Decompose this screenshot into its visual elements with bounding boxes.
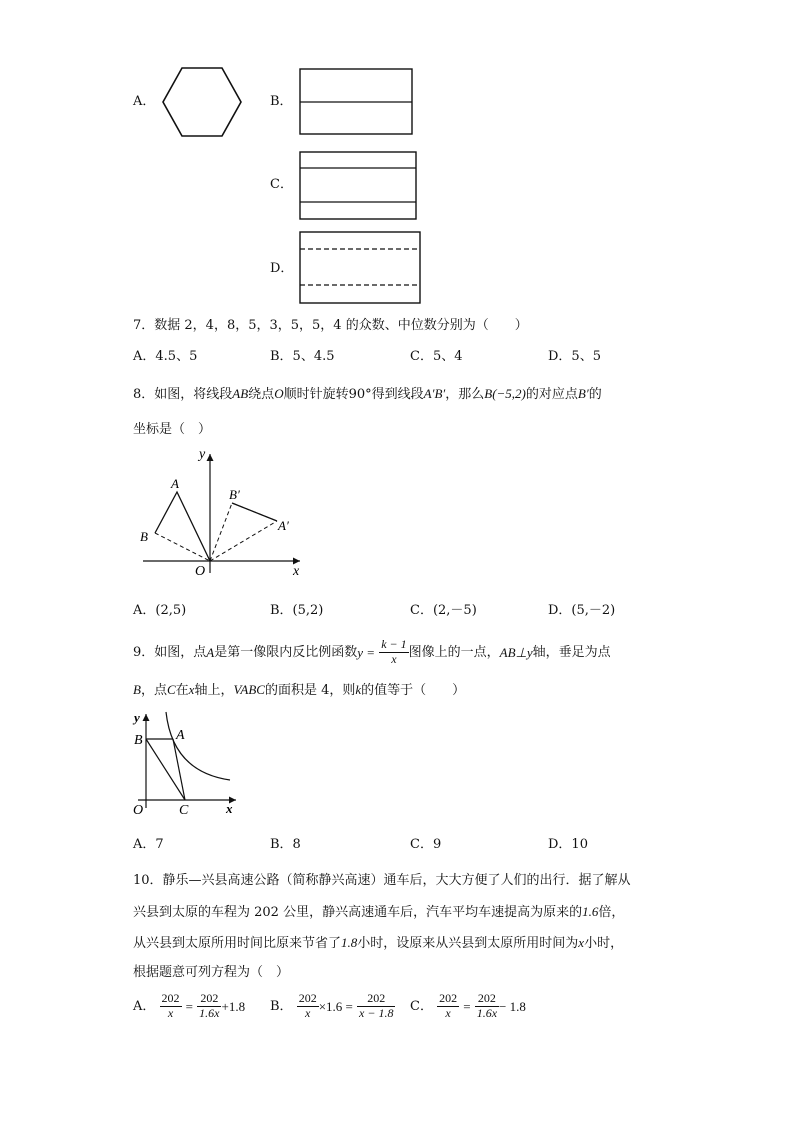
label-b: B [134, 733, 143, 748]
q9-point-b: B [133, 682, 141, 697]
q9-stem-line2 [133, 683, 465, 697]
q9-text: 的值等于（ ） [361, 683, 466, 698]
fraction-numerator: 202 [197, 992, 221, 1007]
rectangle-one-line-figure [299, 68, 415, 138]
q10-value: 1.8 [341, 935, 358, 950]
q9-option-c: C．9 [410, 837, 442, 852]
q8-seg-apbp: A′B′ [423, 386, 446, 401]
label-o: O [195, 564, 206, 578]
q7-option-b: B．5、4.5 [270, 349, 335, 364]
fraction [357, 992, 395, 1021]
q10-line2 [133, 905, 624, 919]
fraction-denominator: x [305, 1005, 311, 1020]
q9-function-fraction [379, 638, 408, 667]
q6-option-c-label: C． [270, 177, 293, 192]
q8-text: 绕点 [248, 387, 275, 402]
q9-triangle: VABC [233, 682, 265, 697]
q10-option-c [410, 992, 526, 1021]
segment-ob [155, 533, 210, 561]
q8-point-b-coord: B(−5,2) [484, 386, 526, 401]
q8-text: 得到线段 [371, 387, 424, 402]
q8-option-a: A．(2,5) [133, 603, 187, 618]
fraction-numerator: 202 [161, 991, 180, 1005]
q9-text: 在 [175, 683, 189, 698]
q8-text: 顺时针旋转 [283, 387, 349, 402]
q9-stem [133, 638, 611, 667]
label-c: C [179, 803, 189, 818]
option-label: A． [133, 998, 156, 1014]
fraction-numerator: 202 [357, 992, 395, 1007]
q9-text: 轴上， [194, 683, 234, 698]
equals: = [185, 998, 194, 1014]
q7-stem: 7．数据 2，4，8，5，3，5，5，4 的众数、中位数分别为（ ） [133, 318, 528, 333]
q7-option-c: C．5、4 [410, 349, 463, 364]
q6-option-b-label: B． [270, 94, 293, 109]
q10-text: 小时， [584, 936, 624, 951]
label-y: y [199, 448, 206, 462]
fraction [197, 992, 221, 1021]
segment-ob-prime [210, 503, 277, 561]
rectangle-two-lines-figure [299, 151, 419, 221]
fraction [437, 992, 459, 1021]
q10-line1: 10．静乐—兴县高速公路（简称静兴高速）通车后，大大方便了人们的出行．据了解从 [133, 873, 631, 888]
q10-text: 兴县到太原的车程为 202 公里，静兴高速通车后，汽车平均车速提高为原来的 [133, 905, 583, 920]
label-x: x [226, 801, 233, 816]
tail-term: +1.8 [221, 998, 246, 1014]
q10-text: 从兴县到太原所用时间比原来节省了 [133, 936, 342, 951]
q10-option-a [133, 992, 245, 1021]
label-b: B [140, 529, 148, 544]
hexagon-figure [160, 66, 244, 138]
middle-term: ×1.6 = [318, 998, 353, 1014]
q10-line4: 根据题意可列方程为（ ） [133, 965, 290, 980]
option-label: C． [410, 998, 433, 1014]
segment-ab [155, 492, 210, 561]
label-o: O [133, 803, 144, 818]
q8-option-b: B．(5,2) [270, 603, 324, 618]
q8-text: ，那么 [445, 387, 485, 402]
fraction-denominator: 1.6x [199, 1005, 220, 1020]
q9-option-b: B．8 [270, 837, 301, 852]
q8-stem-line2: 坐标是（ ） [133, 422, 212, 437]
segment-apbp [232, 503, 277, 521]
label-y: y [134, 710, 140, 725]
q9-func-lhs: y = [357, 644, 376, 660]
q10-text: 小时，设原来从兴县到太原所用时间为 [357, 936, 579, 951]
q8-option-c: C．(2,－5) [410, 603, 477, 618]
fraction [475, 992, 499, 1021]
label-x: x [293, 564, 300, 578]
fraction-denominator: x [445, 1005, 451, 1020]
q9-point-a: A [206, 644, 215, 660]
hyperbola-curve [166, 712, 230, 780]
fraction-denominator: x [391, 651, 397, 666]
q6-option-d-label: D． [270, 261, 294, 276]
q9-perpendicular: AB⊥y [499, 644, 533, 660]
fraction-numerator: 202 [439, 991, 458, 1005]
fraction-numerator: 202 [475, 992, 499, 1007]
fraction-denominator: 1.6x [476, 1005, 498, 1020]
q9-text: 图像上的一点， [408, 644, 500, 660]
label-b-prime: B′ [229, 487, 240, 502]
q8-seg-ab: AB [232, 386, 249, 401]
label-a-prime: A′ [278, 518, 289, 533]
q9-x: x [188, 682, 195, 697]
fraction [160, 992, 182, 1021]
option-label: B． [270, 998, 293, 1014]
q8-text: 的对应点 [525, 387, 578, 402]
label-a: A [176, 728, 185, 743]
q10-x: x [578, 935, 585, 950]
q8-point-bp: B′ [577, 386, 589, 401]
equals: = [463, 998, 471, 1014]
q9-option-d: D．10 [548, 837, 588, 852]
q9-k: k [355, 682, 362, 697]
q9-text: 的面积是 4，则 [264, 683, 356, 698]
q10-text: 倍， [598, 905, 625, 920]
q9-text: 9．如图，点 [133, 644, 207, 660]
q10-option-b [270, 992, 395, 1021]
fraction-denominator: x − 1.8 [359, 1005, 394, 1020]
q9-text: 是第一像限内反比例函数 [214, 644, 358, 660]
q7-option-a: A．4.5、5 [133, 349, 198, 364]
q9-text: ，点 [140, 683, 167, 698]
q8-point-o: O [274, 386, 284, 401]
segment-oa-prime [210, 521, 277, 561]
q9-option-a: A．7 [133, 837, 164, 852]
q8-text: 8．如图，将线段 [133, 387, 233, 402]
fraction-numerator: 202 [298, 991, 317, 1005]
q8-stem [133, 387, 602, 401]
q9-hyperbola-figure [128, 708, 243, 818]
fraction [297, 992, 319, 1021]
q9-point-c: C [166, 682, 176, 697]
q8-text: 的 [588, 387, 602, 402]
q8-option-d: D．(5,－2) [548, 603, 616, 618]
fraction-numerator: k − 1 [381, 637, 407, 651]
rectangle-dashed-lines-figure [299, 231, 423, 306]
q8-rotation-figure [135, 448, 310, 578]
tail-term: − 1.8 [499, 998, 526, 1014]
q9-text: 轴，垂足为点 [532, 644, 611, 660]
q7-option-d: D．5、5 [548, 349, 601, 364]
q6-option-a-label: A． [133, 94, 156, 109]
q8-angle: 90° [348, 387, 372, 402]
q10-line3 [133, 936, 623, 950]
label-a: A [171, 476, 179, 491]
q10-value: 1.6 [582, 904, 599, 919]
fraction-denominator: x [167, 1005, 174, 1020]
